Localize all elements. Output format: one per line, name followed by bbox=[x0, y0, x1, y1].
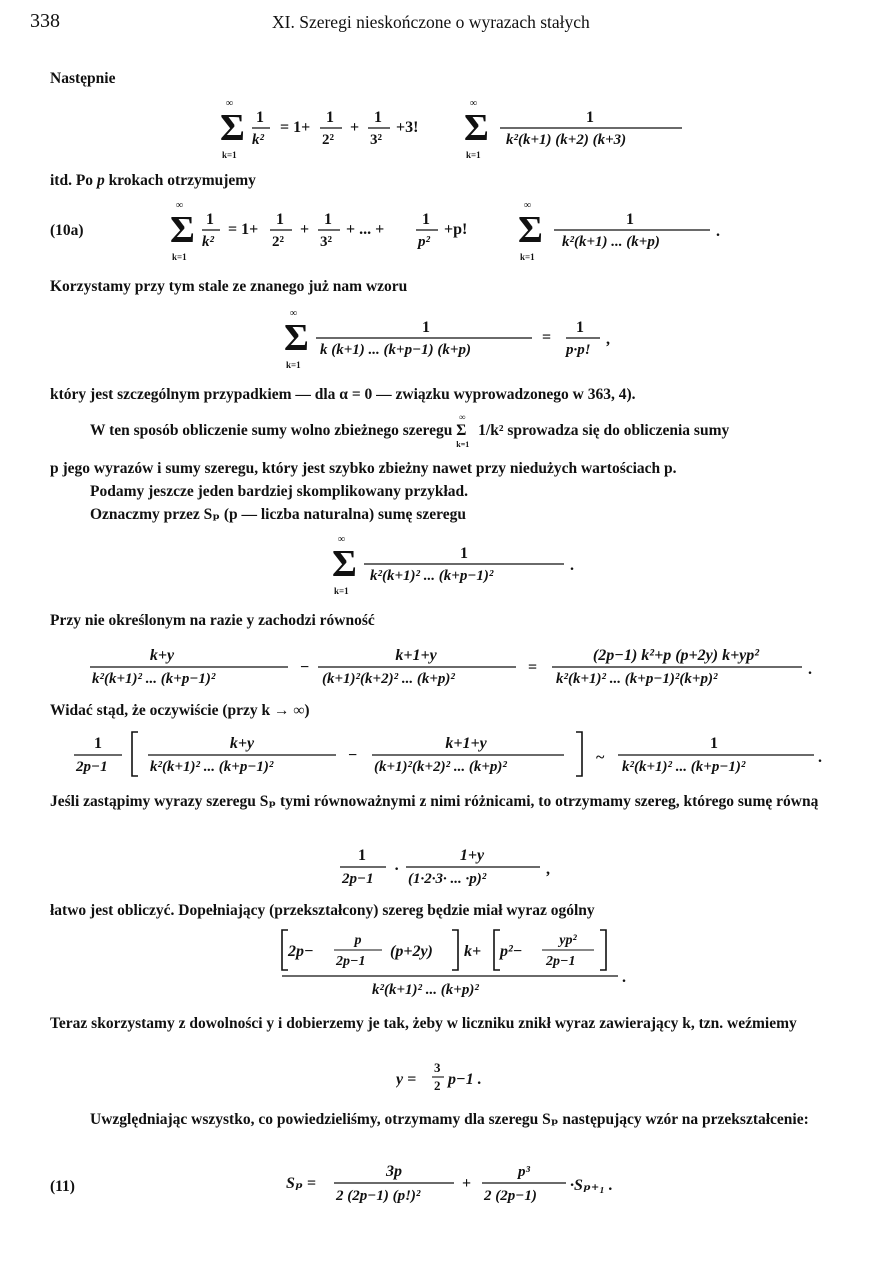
svg-text:(k+1)²(k+2)² ... (k+p)²: (k+1)²(k+2)² ... (k+p)² bbox=[374, 759, 507, 775]
svg-text:Σ: Σ bbox=[220, 107, 245, 149]
svg-text:1: 1 bbox=[324, 211, 332, 228]
svg-text:k²: k² bbox=[252, 132, 264, 148]
paragraph-uwzgledniajac: Uwzględniając wszystko, co powiedzieliśmy, otrzymamy dla szeregu Sₚ następujący wzór na przekształcenie: bbox=[90, 1111, 809, 1128]
svg-text:(1·2·3· ... ·p)²: (1·2·3· ... ·p)² bbox=[408, 871, 487, 887]
svg-text:1: 1 bbox=[374, 109, 382, 126]
svg-text:k (k+1) ... (k+p−1) (k+p): k (k+1) ... (k+p−1) (k+p) bbox=[320, 342, 471, 358]
svg-text:y =: y = bbox=[396, 1071, 417, 1088]
svg-text:+: + bbox=[350, 119, 360, 136]
paragraph-ktory: który jest szczególnym przypadkiem — dla α = 0 — związku wyprowadzonego w 363, 4). bbox=[50, 386, 636, 403]
svg-text:2p−: 2p− bbox=[288, 943, 314, 960]
svg-text:1: 1 bbox=[206, 211, 214, 228]
svg-text:1: 1 bbox=[94, 735, 102, 752]
svg-text:(k+1)²(k+2)² ... (k+p)²: (k+1)²(k+2)² ... (k+p)² bbox=[322, 671, 455, 687]
svg-text:∞: ∞ bbox=[524, 200, 532, 211]
svg-text:∞: ∞ bbox=[290, 308, 298, 319]
svg-text:3: 3 bbox=[434, 1060, 441, 1075]
running-title: XI. Szeregi nieskończone o wyrazach stałych bbox=[272, 12, 590, 32]
svg-text:2p−1: 2p−1 bbox=[76, 759, 108, 775]
equation-3 bbox=[284, 308, 644, 374]
svg-text:k²(k+1)² ... (k+p−1)²(k+p)²: k²(k+1)² ... (k+p−1)²(k+p)² bbox=[556, 671, 718, 687]
svg-text:k²: k² bbox=[202, 234, 214, 250]
svg-text:3²: 3² bbox=[370, 132, 382, 148]
svg-text:∞: ∞ bbox=[176, 200, 184, 211]
svg-text:k²(k+1)² ... (k+p−1)²: k²(k+1)² ... (k+p−1)² bbox=[622, 759, 746, 775]
svg-text:k+y: k+y bbox=[229, 735, 255, 752]
svg-text:k=1: k=1 bbox=[222, 150, 237, 160]
paragraph-latwo: łatwo jest obliczyć. Dopełniający (przekształcony) szereg będzie miał wyraz ogólny bbox=[50, 902, 595, 919]
paragraph-itd: itd. Po p krokach otrzymujemy bbox=[50, 172, 256, 189]
svg-text:1+y: 1+y bbox=[459, 847, 485, 864]
svg-text:1: 1 bbox=[326, 109, 334, 126]
paragraph-podamy: Podamy jeszcze jeden bardziej skomplikowany przykład. bbox=[90, 483, 469, 500]
svg-text:+3!: +3! bbox=[396, 119, 419, 136]
svg-text:3²: 3² bbox=[320, 234, 332, 250]
svg-text:1: 1 bbox=[576, 319, 584, 336]
svg-text:k²(k+1) ... (k+p): k²(k+1) ... (k+p) bbox=[562, 234, 660, 250]
svg-text:k=1: k=1 bbox=[286, 360, 301, 370]
svg-text:2p−1: 2p−1 bbox=[336, 954, 366, 969]
eq1-rhs: = 1+ bbox=[280, 119, 311, 136]
svg-text:p: p bbox=[354, 933, 362, 948]
svg-text:p−1 .: p−1 . bbox=[448, 1071, 482, 1088]
equation-1 bbox=[220, 98, 700, 164]
equation-11 bbox=[286, 1158, 636, 1214]
svg-text:∞: ∞ bbox=[226, 98, 234, 109]
svg-text:1: 1 bbox=[460, 545, 468, 562]
svg-text:k=1: k=1 bbox=[172, 252, 187, 262]
svg-text:yp²: yp² bbox=[559, 933, 577, 948]
svg-text:Σ: Σ bbox=[464, 107, 489, 149]
equation-5 bbox=[56, 640, 836, 696]
svg-text:,: , bbox=[606, 331, 610, 348]
svg-text:.: . bbox=[716, 223, 720, 240]
svg-text:k+y: k+y bbox=[149, 647, 175, 664]
svg-text:3p: 3p bbox=[386, 1163, 402, 1180]
svg-text:Σ: Σ bbox=[170, 209, 195, 251]
paragraph-korzystamy: Korzystamy przy tym stale ze znanego już nam wzoru bbox=[50, 278, 408, 295]
equation-10a bbox=[170, 200, 750, 266]
svg-text:∞: ∞ bbox=[338, 534, 346, 545]
equation-tag-11: (11) bbox=[50, 1178, 75, 1195]
svg-text:·Sₚ₊₁ .: ·Sₚ₊₁ . bbox=[570, 1177, 613, 1194]
svg-text:.: . bbox=[818, 749, 822, 766]
equation-7 bbox=[336, 842, 566, 894]
svg-text:−: − bbox=[300, 659, 310, 676]
svg-text:−: − bbox=[348, 747, 358, 764]
equation-8 bbox=[278, 926, 638, 1000]
svg-text:2p−1: 2p−1 bbox=[342, 871, 374, 887]
svg-text:k=1: k=1 bbox=[520, 252, 535, 262]
equation-6 bbox=[66, 728, 836, 782]
paragraph-teraz: Teraz skorzystamy z dowolności y i dobierzemy je tak, żeby w liczniku znikł wyraz zawierający k, tzn. weźmiemy bbox=[50, 1015, 797, 1032]
svg-text:+p!: +p! bbox=[444, 221, 468, 238]
svg-text:2: 2 bbox=[434, 1078, 441, 1093]
svg-text:k²(k+1) (k+2) (k+3): k²(k+1) (k+2) (k+3) bbox=[506, 132, 627, 148]
svg-text:p²−: p²− bbox=[500, 943, 523, 960]
svg-text:+: + bbox=[300, 221, 310, 238]
svg-text:Sₚ =: Sₚ = bbox=[286, 1175, 316, 1192]
paragraph-jesli: Jeśli zastąpimy wyrazy szeregu Sₚ tymi równoważnymi z nimi różnicami, to otrzymamy szereg, którego sumę równą bbox=[50, 793, 819, 810]
svg-text:1: 1 bbox=[422, 319, 430, 336]
svg-text:+ ... +: + ... + bbox=[346, 221, 385, 238]
svg-text:2p−1: 2p−1 bbox=[546, 954, 576, 969]
svg-text:k²(k+1)² ... (k+p−1)²: k²(k+1)² ... (k+p−1)² bbox=[92, 671, 216, 687]
svg-text:1: 1 bbox=[710, 735, 718, 752]
paragraph-widac: Widać stąd, że oczywiście (przy k → ∞) bbox=[50, 702, 310, 719]
svg-text:=: = bbox=[542, 329, 552, 346]
svg-text:p³: p³ bbox=[518, 1164, 530, 1180]
svg-text:k=1: k=1 bbox=[334, 586, 349, 596]
equation-9 bbox=[396, 1058, 526, 1100]
svg-text:p·p!: p·p! bbox=[566, 342, 591, 358]
svg-text:1: 1 bbox=[626, 211, 634, 228]
paragraph-p-jego: p jego wyrazów i sumy szeregu, który jest szybko zbieżny nawet przy niedużych wartościach p. bbox=[50, 460, 677, 477]
svg-text:~: ~ bbox=[596, 749, 605, 766]
svg-text:(2p−1) k²+p (p+2y) k+yp²: (2p−1) k²+p (p+2y) k+yp² bbox=[592, 647, 760, 664]
svg-text:1: 1 bbox=[422, 211, 430, 228]
svg-text:k=1: k=1 bbox=[466, 150, 481, 160]
svg-text:2²: 2² bbox=[272, 234, 284, 250]
svg-text:1: 1 bbox=[276, 211, 284, 228]
paragraph-oznaczmy: Oznaczmy przez Sₚ (p — liczba naturalna) sumę szeregu bbox=[90, 506, 466, 523]
svg-text:Σ: Σ bbox=[518, 209, 543, 251]
svg-text:∞: ∞ bbox=[470, 98, 478, 109]
svg-text:1: 1 bbox=[256, 109, 264, 126]
paragraph-w-ten-sposob: W ten sposób obliczenie sumy wolno zbieżnego szeregu ∞ Σ k=1 1/k² sprowadza się do obliczenia sumy bbox=[90, 412, 730, 449]
svg-text:1: 1 bbox=[586, 109, 594, 126]
svg-text:1: 1 bbox=[358, 847, 366, 864]
equation-4 bbox=[332, 534, 592, 600]
svg-text:.: . bbox=[570, 557, 574, 574]
svg-text:= 1+: = 1+ bbox=[228, 221, 259, 238]
svg-text:+: + bbox=[462, 1175, 472, 1192]
paragraph-nastepnie: Następnie bbox=[50, 70, 116, 87]
svg-text:k+1+y: k+1+y bbox=[445, 735, 487, 752]
svg-text:=: = bbox=[528, 659, 538, 676]
svg-text:p²: p² bbox=[418, 234, 430, 250]
svg-text:Σ: Σ bbox=[332, 543, 357, 585]
svg-text:2²: 2² bbox=[322, 132, 334, 148]
svg-text:2 (2p−1): 2 (2p−1) bbox=[484, 1188, 537, 1204]
svg-text:,: , bbox=[546, 861, 550, 878]
svg-text:2 (2p−1) (p!)²: 2 (2p−1) (p!)² bbox=[336, 1188, 421, 1204]
svg-text:k²(k+1)² ... (k+p)²: k²(k+1)² ... (k+p)² bbox=[372, 982, 479, 998]
svg-text:·: · bbox=[394, 861, 400, 878]
svg-text:.: . bbox=[808, 661, 812, 678]
svg-text:k²(k+1)² ... (k+p−1)²: k²(k+1)² ... (k+p−1)² bbox=[150, 759, 274, 775]
svg-text:k+1+y: k+1+y bbox=[395, 647, 437, 664]
svg-text:k²(k+1)² ... (k+p−1)²: k²(k+1)² ... (k+p−1)² bbox=[370, 568, 494, 584]
svg-text:.: . bbox=[622, 969, 626, 986]
svg-text:k+: k+ bbox=[464, 943, 482, 960]
page-number: 338 bbox=[30, 10, 60, 32]
svg-text:(p+2y): (p+2y) bbox=[390, 943, 433, 960]
paragraph-przy-nie: Przy nie określonym na razie y zachodzi równość bbox=[50, 612, 375, 629]
equation-tag-10a: (10a) bbox=[50, 222, 84, 239]
svg-text:Σ: Σ bbox=[284, 317, 309, 359]
